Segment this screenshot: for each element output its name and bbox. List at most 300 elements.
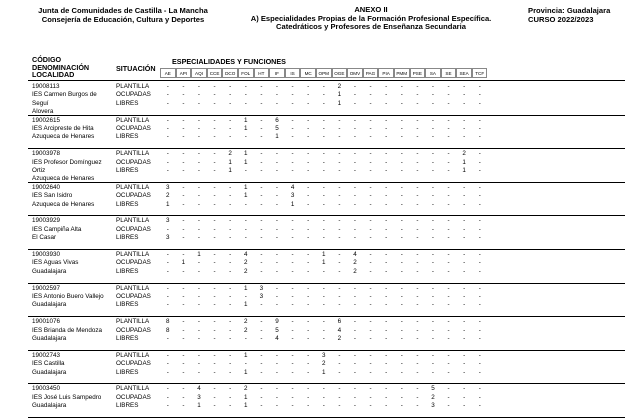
centre-locality: Azuqueca de Henares xyxy=(32,175,95,183)
header-divider xyxy=(28,80,625,81)
value-cell: - xyxy=(244,91,247,99)
value-cell: - xyxy=(307,351,310,359)
value-cell: 5 xyxy=(431,385,435,393)
value-cell: - xyxy=(275,360,279,368)
value-cell: - xyxy=(385,91,388,99)
value-cell: - xyxy=(197,158,201,166)
value-cell: - xyxy=(229,83,232,90)
value-cell: - xyxy=(416,292,419,300)
value-cell: - xyxy=(463,360,466,368)
value-cell: - xyxy=(229,284,232,292)
value-cell: - xyxy=(353,83,357,90)
value-cell: - xyxy=(260,360,263,368)
value-cell: 1 xyxy=(322,368,326,376)
value-cell: - xyxy=(369,166,372,174)
value-cell: - xyxy=(182,318,185,326)
value-cell: - xyxy=(182,393,185,401)
value-cell: - xyxy=(478,217,481,225)
centre-code: 19003929 xyxy=(32,217,61,225)
value-cell: - xyxy=(478,234,481,242)
value-cell: - xyxy=(478,124,481,132)
situation-label: PLANTILLA xyxy=(116,318,150,326)
value-cell: - xyxy=(447,192,450,200)
value-cell: - xyxy=(447,393,450,401)
value-cell: - xyxy=(385,166,388,174)
value-cell: - xyxy=(385,192,388,200)
value-cell: - xyxy=(307,217,310,225)
table-row xyxy=(32,117,626,125)
value-cell: - xyxy=(291,385,294,393)
value-cell: - xyxy=(416,360,419,368)
value-cell: - xyxy=(229,318,232,326)
value-cell: - xyxy=(369,217,372,225)
value-cell: - xyxy=(197,292,201,300)
value-cell: - xyxy=(213,318,216,326)
value-cell: - xyxy=(416,124,419,132)
value-cell: - xyxy=(197,225,201,233)
centre-name: IES Castilla xyxy=(32,360,65,368)
value-cell: - xyxy=(291,259,294,267)
value-cell: - xyxy=(166,99,169,107)
header-title-line: A) Especialidades Propias de la Formación Profesional Específica. xyxy=(250,13,492,23)
centre-block xyxy=(32,251,626,276)
value-cell: - xyxy=(229,234,232,242)
value-cell: 2 xyxy=(462,150,466,158)
value-cell: - xyxy=(478,301,481,309)
value-cell: - xyxy=(369,402,372,410)
value-cell: - xyxy=(229,360,232,368)
value-cell: - xyxy=(307,267,310,275)
value-cell: - xyxy=(307,259,310,267)
value-cell: - xyxy=(369,124,372,132)
value-cell: - xyxy=(385,385,388,393)
value-cell: - xyxy=(291,284,294,292)
value-cell: - xyxy=(182,234,185,242)
value-cell: - xyxy=(463,133,466,141)
value-cell: - xyxy=(244,225,247,233)
value-cell: - xyxy=(244,133,247,141)
centre-name: IES Antonio Buero Vallejo xyxy=(32,293,104,300)
centre-divider xyxy=(28,182,625,183)
value-cell: - xyxy=(213,116,216,124)
specialty-header-pmm: PMM xyxy=(394,68,410,78)
value-cell: - xyxy=(369,158,372,166)
value-cell: - xyxy=(322,334,325,342)
value-cell: - xyxy=(416,267,419,275)
centre-block xyxy=(32,352,626,377)
value-cell: - xyxy=(197,183,201,191)
value-cell: - xyxy=(478,360,481,368)
value-cell: - xyxy=(338,133,341,141)
value-cell: - xyxy=(431,83,435,90)
value-cell: - xyxy=(291,225,294,233)
value-cell: - xyxy=(338,393,341,401)
value-cell: - xyxy=(431,158,435,166)
value-cell: - xyxy=(447,124,450,132)
situation-label: OCUPADAS xyxy=(116,326,151,334)
specialty-header-tcf: TCF xyxy=(472,68,488,78)
value-cell: - xyxy=(182,360,185,368)
value-cell: - xyxy=(260,318,263,326)
value-cell: - xyxy=(166,259,169,267)
value-cell: 2 xyxy=(228,150,232,158)
value-cell: - xyxy=(275,183,279,191)
value-cell: - xyxy=(229,217,232,225)
value-cell: - xyxy=(182,116,185,124)
value-cell: - xyxy=(369,183,372,191)
header-org-line: Consejería de Educación, Cultura y Deportes xyxy=(41,15,205,24)
value-cell: - xyxy=(322,393,325,401)
value-cell: - xyxy=(338,292,341,300)
value-cell: 2 xyxy=(166,192,170,200)
value-cell: - xyxy=(400,393,403,401)
value-cell: - xyxy=(447,234,450,242)
table-row xyxy=(32,285,626,293)
centre-divider xyxy=(28,249,625,250)
value-cell: 4 xyxy=(275,334,279,342)
value-cell: - xyxy=(182,225,185,233)
value-cell: - xyxy=(369,116,372,124)
value-cell: - xyxy=(447,292,450,300)
value-cell: - xyxy=(275,292,279,300)
value-cell: - xyxy=(322,292,325,300)
value-cell: 3 xyxy=(166,183,170,191)
situation-label: OCUPADAS xyxy=(116,91,151,99)
value-cell: - xyxy=(197,334,201,342)
value-cell: - xyxy=(229,116,232,124)
value-cell: - xyxy=(275,192,279,200)
value-cell: 1 xyxy=(166,200,170,208)
value-cell: - xyxy=(260,326,263,334)
centre-name: IES Carmen Burgos de Seguí xyxy=(32,91,97,107)
value-cell: - xyxy=(369,393,372,401)
value-cell: - xyxy=(353,91,357,99)
value-cell: - xyxy=(182,166,185,174)
value-cell: 1 xyxy=(337,99,342,107)
value-cell: - xyxy=(182,284,185,292)
specialty-header-sea: SEA xyxy=(456,68,472,78)
value-cell: - xyxy=(275,385,279,393)
centre-locality: El Casar xyxy=(32,234,57,242)
value-cell: - xyxy=(322,318,325,326)
value-cell: - xyxy=(229,385,232,393)
value-cell: - xyxy=(338,183,341,191)
value-cell: - xyxy=(166,251,169,258)
value-cell: - xyxy=(229,368,232,376)
value-cell: 3 xyxy=(166,234,170,242)
value-cell: - xyxy=(291,292,294,300)
table-row xyxy=(32,318,626,326)
value-cell: - xyxy=(322,83,325,90)
value-cell: 1 xyxy=(244,192,248,200)
table-row xyxy=(32,125,626,133)
value-cell: - xyxy=(353,225,357,233)
value-cell: - xyxy=(369,284,372,292)
value-cell: - xyxy=(463,183,466,191)
table-row xyxy=(32,335,626,343)
value-cell: - xyxy=(478,284,481,292)
value-cell: - xyxy=(166,83,169,90)
value-cell: - xyxy=(447,217,450,225)
centre-locality: Guadalajara xyxy=(32,368,67,376)
value-cell: - xyxy=(431,368,435,376)
value-cell: - xyxy=(229,183,232,191)
value-cell: - xyxy=(197,91,201,99)
value-cell: - xyxy=(369,234,372,242)
value-cell: - xyxy=(229,124,232,132)
value-cell: - xyxy=(260,234,263,242)
value-cell: - xyxy=(478,116,481,124)
value-cell: - xyxy=(400,351,403,359)
value-cell: - xyxy=(369,251,372,258)
value-cell: - xyxy=(260,116,263,124)
value-cell: - xyxy=(229,192,232,200)
value-cell: - xyxy=(307,251,310,258)
value-cell: - xyxy=(463,192,466,200)
value-cell: 1 xyxy=(244,158,248,166)
value-cell: - xyxy=(353,385,357,393)
value-cell: - xyxy=(478,385,481,393)
value-cell: 3 xyxy=(431,402,435,410)
value-cell: - xyxy=(463,99,466,107)
value-cell: - xyxy=(400,368,403,376)
centre-divider xyxy=(28,350,625,351)
value-cell: - xyxy=(416,83,419,90)
value-cell: 1 xyxy=(244,150,248,158)
value-cell: - xyxy=(447,284,450,292)
value-cell: 1 xyxy=(244,402,248,410)
value-cell: 1 xyxy=(244,116,248,124)
value-cell: - xyxy=(338,158,341,166)
value-cell: - xyxy=(338,259,341,267)
centre-divider xyxy=(28,115,625,116)
value-cell: - xyxy=(307,385,310,393)
value-cell: - xyxy=(338,251,341,258)
value-cell: - xyxy=(369,83,372,90)
value-cell: - xyxy=(416,150,419,158)
centre-name: IES Aguas Vivas xyxy=(32,259,79,267)
value-cell: - xyxy=(291,217,294,225)
value-cell: - xyxy=(353,393,357,401)
value-cell: - xyxy=(275,225,279,233)
value-cell: - xyxy=(213,326,216,334)
value-cell: - xyxy=(338,385,341,393)
value-cell: - xyxy=(478,326,481,334)
centre-code: 19008113 xyxy=(32,83,60,90)
value-cell: - xyxy=(275,368,279,376)
value-cell: - xyxy=(400,99,403,107)
value-cell: - xyxy=(166,91,169,99)
value-cell: - xyxy=(182,133,185,141)
value-cell: - xyxy=(385,150,388,158)
value-cell: 1 xyxy=(275,133,279,141)
header-course-line: CURSO 2022/2023 xyxy=(528,15,594,24)
value-cell: - xyxy=(416,183,419,191)
value-cell: - xyxy=(431,292,435,300)
centre-name: IES Brianda de Mendoza xyxy=(32,326,103,334)
centre-code: 19002615 xyxy=(32,116,61,124)
value-cell: - xyxy=(385,83,388,90)
value-cell: - xyxy=(447,158,450,166)
value-cell: - xyxy=(431,234,435,242)
value-cell: - xyxy=(291,326,294,334)
table-row xyxy=(32,402,626,410)
value-cell: - xyxy=(182,200,185,208)
value-cell: - xyxy=(369,133,372,141)
table-row xyxy=(32,83,626,91)
value-cell: - xyxy=(463,292,466,300)
column-especialidades: ESPECIALIDADES Y FUNCIONES xyxy=(172,57,286,66)
value-cell: - xyxy=(307,326,310,334)
centre-block xyxy=(32,117,626,142)
centre-locality: Azuqueca de Henares xyxy=(32,133,95,141)
value-cell: - xyxy=(416,368,419,376)
value-cell: - xyxy=(369,292,372,300)
value-cell: - xyxy=(431,133,435,141)
value-cell: - xyxy=(385,301,388,309)
value-cell: - xyxy=(338,166,341,174)
situation-label: PLANTILLA xyxy=(116,284,150,292)
value-cell: - xyxy=(416,133,419,141)
value-cell: - xyxy=(260,259,263,267)
value-cell: - xyxy=(260,99,263,107)
centre-locality: Guadalajara xyxy=(32,335,67,342)
value-cell: - xyxy=(166,301,169,309)
centre-name: IES Campiña Alta xyxy=(32,225,82,233)
value-cell: - xyxy=(369,200,372,208)
value-cell: - xyxy=(197,259,201,267)
value-cell: - xyxy=(463,116,466,124)
value-cell: - xyxy=(385,360,388,368)
value-cell: - xyxy=(431,91,435,99)
value-cell: - xyxy=(291,402,294,410)
value-cell: - xyxy=(197,368,201,376)
value-cell: - xyxy=(197,99,201,107)
value-cell: - xyxy=(322,234,325,242)
value-cell: - xyxy=(182,91,185,99)
column-situacion: SITUACIÓN xyxy=(116,64,156,73)
column-denominacion: DENOMINACIÓN xyxy=(32,62,90,72)
value-cell: - xyxy=(322,301,325,309)
situation-label: PLANTILLA xyxy=(116,83,150,90)
value-cell: - xyxy=(400,267,403,275)
value-cell: - xyxy=(463,326,466,334)
value-cell: - xyxy=(275,91,279,99)
value-cell: - xyxy=(431,267,435,275)
value-cell: - xyxy=(260,124,263,132)
value-cell: - xyxy=(307,393,310,401)
value-cell: - xyxy=(338,402,341,410)
value-cell: - xyxy=(307,133,310,141)
table-row xyxy=(32,234,626,242)
table-row xyxy=(32,217,626,225)
value-cell: - xyxy=(244,83,247,90)
table-row xyxy=(32,327,626,335)
value-cell: - xyxy=(213,301,216,309)
centre-block xyxy=(32,83,626,116)
value-cell: - xyxy=(244,334,247,342)
value-cell: - xyxy=(229,200,232,208)
value-cell: - xyxy=(291,251,294,258)
value-cell: - xyxy=(431,251,435,258)
situation-label: OCUPADAS xyxy=(116,259,151,267)
value-cell: - xyxy=(260,225,263,233)
value-cell: - xyxy=(400,360,403,368)
value-cell: - xyxy=(275,83,279,90)
value-cell: 8 xyxy=(166,318,170,326)
value-cell: - xyxy=(197,133,201,141)
value-cell: - xyxy=(166,166,169,174)
value-cell: - xyxy=(291,334,294,342)
value-cell: 1 xyxy=(228,166,232,174)
value-cell: - xyxy=(307,200,310,208)
value-cell: - xyxy=(166,133,169,141)
value-cell: - xyxy=(166,267,169,275)
value-cell: - xyxy=(431,183,435,191)
situation-label: OCUPADAS xyxy=(116,292,151,300)
value-cell: - xyxy=(291,124,294,132)
value-cell: - xyxy=(229,225,232,233)
value-cell: - xyxy=(166,284,169,292)
specialty-header-opm: OPM xyxy=(316,68,332,78)
value-cell: - xyxy=(353,183,357,191)
specialty-header-row xyxy=(160,68,487,78)
value-cell: - xyxy=(244,360,247,368)
value-cell: - xyxy=(400,133,403,141)
value-cell: - xyxy=(478,133,481,141)
table-row xyxy=(32,226,626,234)
value-cell: - xyxy=(353,124,357,132)
value-cell: - xyxy=(353,166,357,174)
value-cell: - xyxy=(385,259,388,267)
value-cell: - xyxy=(291,99,294,107)
value-cell: - xyxy=(338,217,341,225)
value-cell: - xyxy=(291,393,294,401)
value-cell: - xyxy=(416,301,419,309)
value-cell: - xyxy=(166,116,169,124)
value-cell: - xyxy=(447,251,450,258)
value-cell: - xyxy=(463,124,466,132)
value-cell: 1 xyxy=(244,368,248,376)
value-cell: - xyxy=(447,133,450,141)
value-cell: - xyxy=(275,158,279,166)
value-cell: - xyxy=(322,385,325,393)
value-cell: - xyxy=(260,251,263,258)
centre-divider xyxy=(28,316,625,317)
value-cell: - xyxy=(400,334,403,342)
value-cell: - xyxy=(463,351,466,359)
header-org-line: Junta de Comunidades de Castilla - La Mancha xyxy=(38,6,208,15)
value-cell: - xyxy=(197,351,201,359)
value-cell: - xyxy=(182,334,185,342)
value-cell: - xyxy=(182,292,185,300)
value-cell: - xyxy=(275,393,279,401)
specialty-header-se: SE xyxy=(441,68,457,78)
value-cell: - xyxy=(463,402,466,410)
value-cell: - xyxy=(213,402,216,410)
value-cell: - xyxy=(400,284,403,292)
centre-locality: Alovera xyxy=(32,108,54,116)
value-cell: 8 xyxy=(166,326,170,334)
value-cell: - xyxy=(307,368,310,376)
value-cell: 4 xyxy=(290,183,295,191)
centre-divider xyxy=(28,383,625,384)
value-cell: - xyxy=(197,83,201,90)
value-cell: - xyxy=(275,251,279,258)
value-cell: - xyxy=(400,183,403,191)
table-row xyxy=(32,259,626,267)
value-cell: - xyxy=(182,124,185,132)
